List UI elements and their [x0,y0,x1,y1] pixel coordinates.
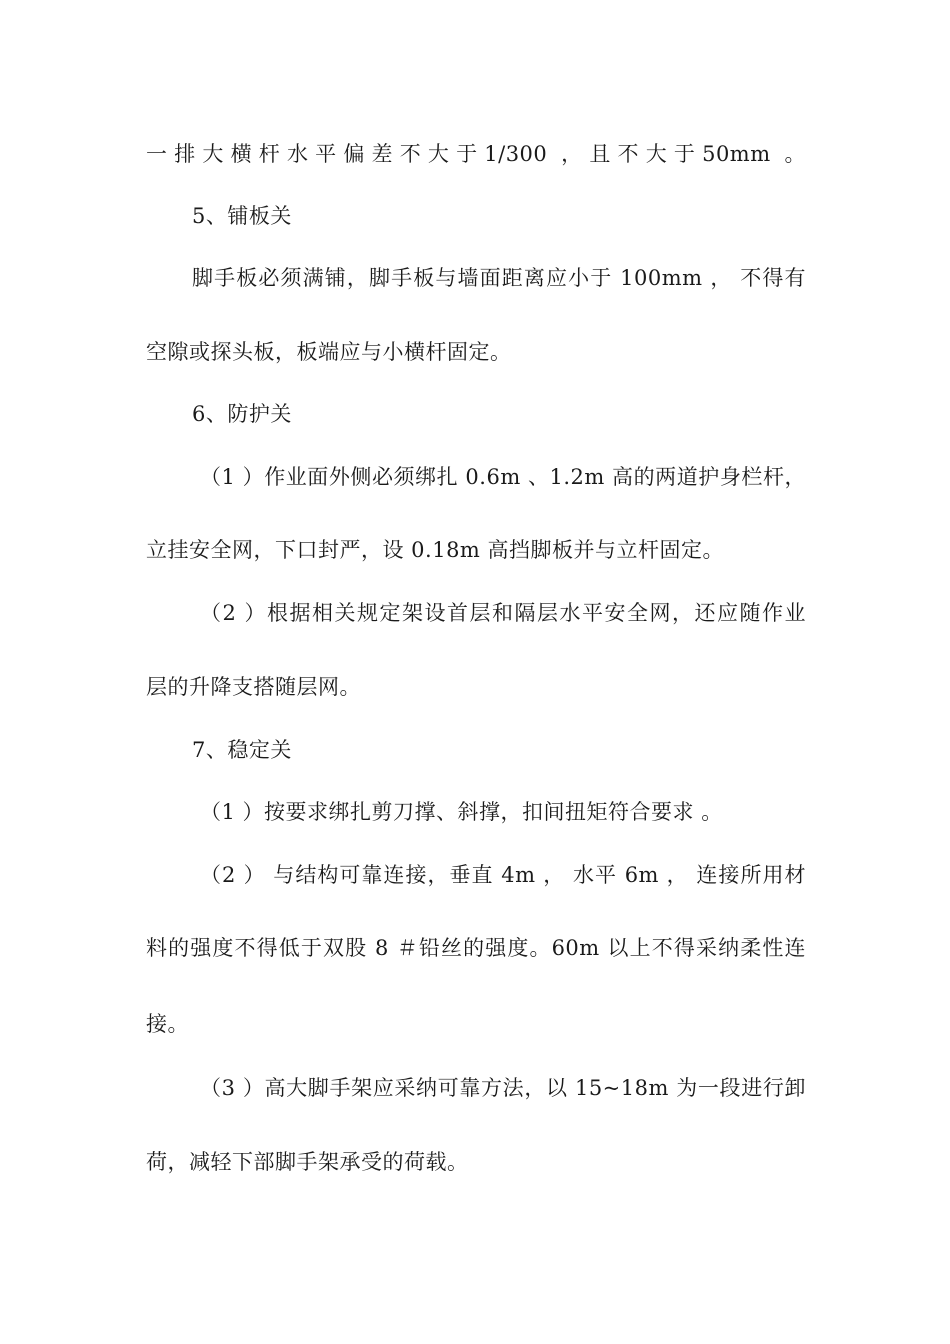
paragraph-line: 接。 [146,1012,189,1036]
paragraph-line: 料的强度不得低于双股 8 ＃铅丝的强度。60m 以上不得采纳柔性连 [146,936,806,960]
paragraph-line: （2 ） 与结构可靠连接，垂直 4m ， 水平 6m ， 连接所用材 [200,863,806,887]
section-heading-stability: 7、稳定关 [192,738,292,762]
paragraph-line: （1 ）作业面外侧必须绑扎 0.6m 、1.2m 高的两道护身栏杆， [200,465,806,489]
section-heading-protection: 6、防护关 [192,402,292,426]
paragraph-line: 荷，减轻下部脚手架承受的荷载。 [146,1150,469,1174]
paragraph-line: 立挂安全网，下口封严，设 0.18m 高挡脚板并与立杆固定。 [146,538,725,562]
paragraph-line: （2 ）根据相关规定架设首层和隔层水平安全网，还应随作业 [200,601,806,625]
paragraph-line: （1 ）按要求绑扎剪刀撑、斜撑，扣间扭矩符合要求 。 [200,800,723,824]
paragraph-line: 空隙或探头板，板端应与小横杆固定。 [146,340,512,364]
paragraph-line: 脚手板必须满铺，脚手板与墙面距离应小于 100mm ， 不得有 [192,266,806,290]
paragraph-line: 层的升降支搭随层网。 [146,675,361,699]
section-heading-paving: 5、铺板关 [192,204,292,228]
paragraph-line: （3 ）高大脚手架应采纳可靠方法，以 15~18m 为一段进行卸 [200,1076,806,1100]
paragraph-line: 一排大横杆水平偏差不大于1/300 ，且不大于50mm 。 [146,142,806,166]
